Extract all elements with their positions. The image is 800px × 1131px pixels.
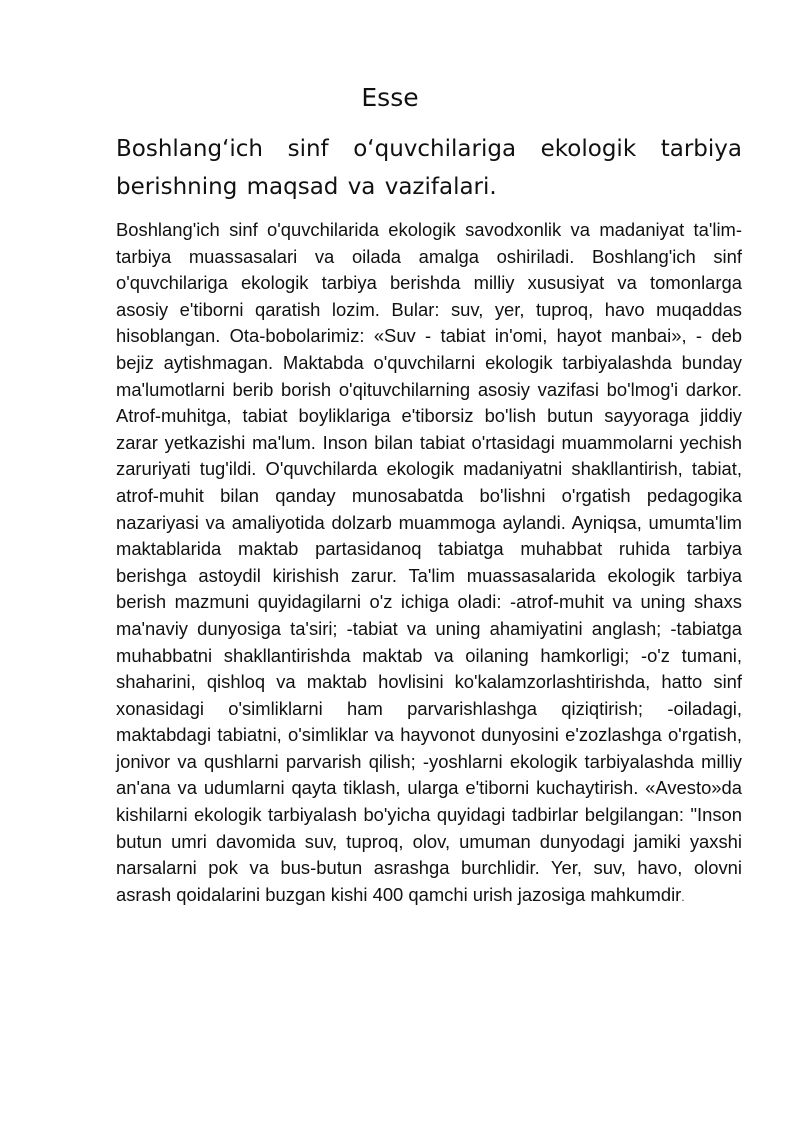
body-end-mark: .	[681, 889, 685, 904]
body-text: Boshlang'ich sinf o'quvchilarida ekologik savodxonlik va madaniyat ta'lim-tarbiya muassasalari va oilada amalga oshiriladi. Boshlang'ich sinf o'quvchilariga ekologik tarbiya berishda milliy xususiyat va tomonlarga asosiy e'tiborni qaratish lozim. Bular: suv, yer, tuproq, havo muqaddas hisoblangan. Ota-bobolarimiz: «Suv - tabiat in'omi, hayot manbai», - deb bejiz aytishmagan. Maktabda o'quvchilarni ekologik tarbiyalashda bunday ma'lumotlarni berib borish o'qituvchilarning asosiy vazifasi bo'lmog'i darkor. Atrof-muhitga, tabiat boyliklariga e'tiborsiz bo'lish butun sayyoraga jiddiy zarar yetkazishi ma'lum. Inson bilan tabiat o'rtasidagi muammolarni yechish zaruriyati tug'ildi. O'quvchilarda ekologik madaniyatni shakllantirish, tabiat, atrof-muhit bilan qanday munosabatda bo'lishni o'rgatish pedagogika nazariyasi va amaliyotida dolzarb muammoga aylandi. Ayniqsa, umumta'lim maktablarida maktab partasidanoq tabiatga muhabbat ruhida tarbiya berishga astoydil kirishish zarur. Ta'lim muassasalarida ekologik tarbiya berish mazmuni quyidagilarni o'z ichiga oladi: -atrof-muhit va uning shaxs ma'naviy dunyosiga ta'siri; -tabiat va uning ahamiyatini anglash; -tabiatga muhabbatni shakllantirishda maktab va oilaning hamkorligi; -o'z tumani, shaharini, qishloq va maktab hovlisini ko'kalamzorlashtirishda, hatto sinf xonasidagi o'simliklarni ham parvarishlashga qiziqtirish; -oiladagi, maktabdagi tabiatni, o'simliklar va hayvonot dunyosini e'zozlashga o'rgatish, jonivor va qushlarni parvarish qilish; -yoshlarni ekologik tarbiyalashda milliy an'ana va udumlarni qayta tiklash, ularga e'tiborni kuchaytirish. «Avesto»da kishilarni ekologik tarbiyalash bo'yicha quyidagi tadbirlar belgilangan: "Inson butun umri davomida suv, tuproq, olov, umuman dunyodagi jamiki yaxshi narsalarni pok va bus-butun asrashga burchlidir. Yer, suv, havo, olovni asrash qoidalarini buzgan kishi 400 qamchi urish jazosiga mahkumdir	[116, 219, 742, 905]
document-body	[116, 217, 742, 910]
document-heading: Boshlang‘ich sinf o‘quvchilariga ekologik tarbiya berishning maqsad va vazifalari.	[116, 136, 742, 200]
document-title: Esse	[361, 83, 419, 112]
